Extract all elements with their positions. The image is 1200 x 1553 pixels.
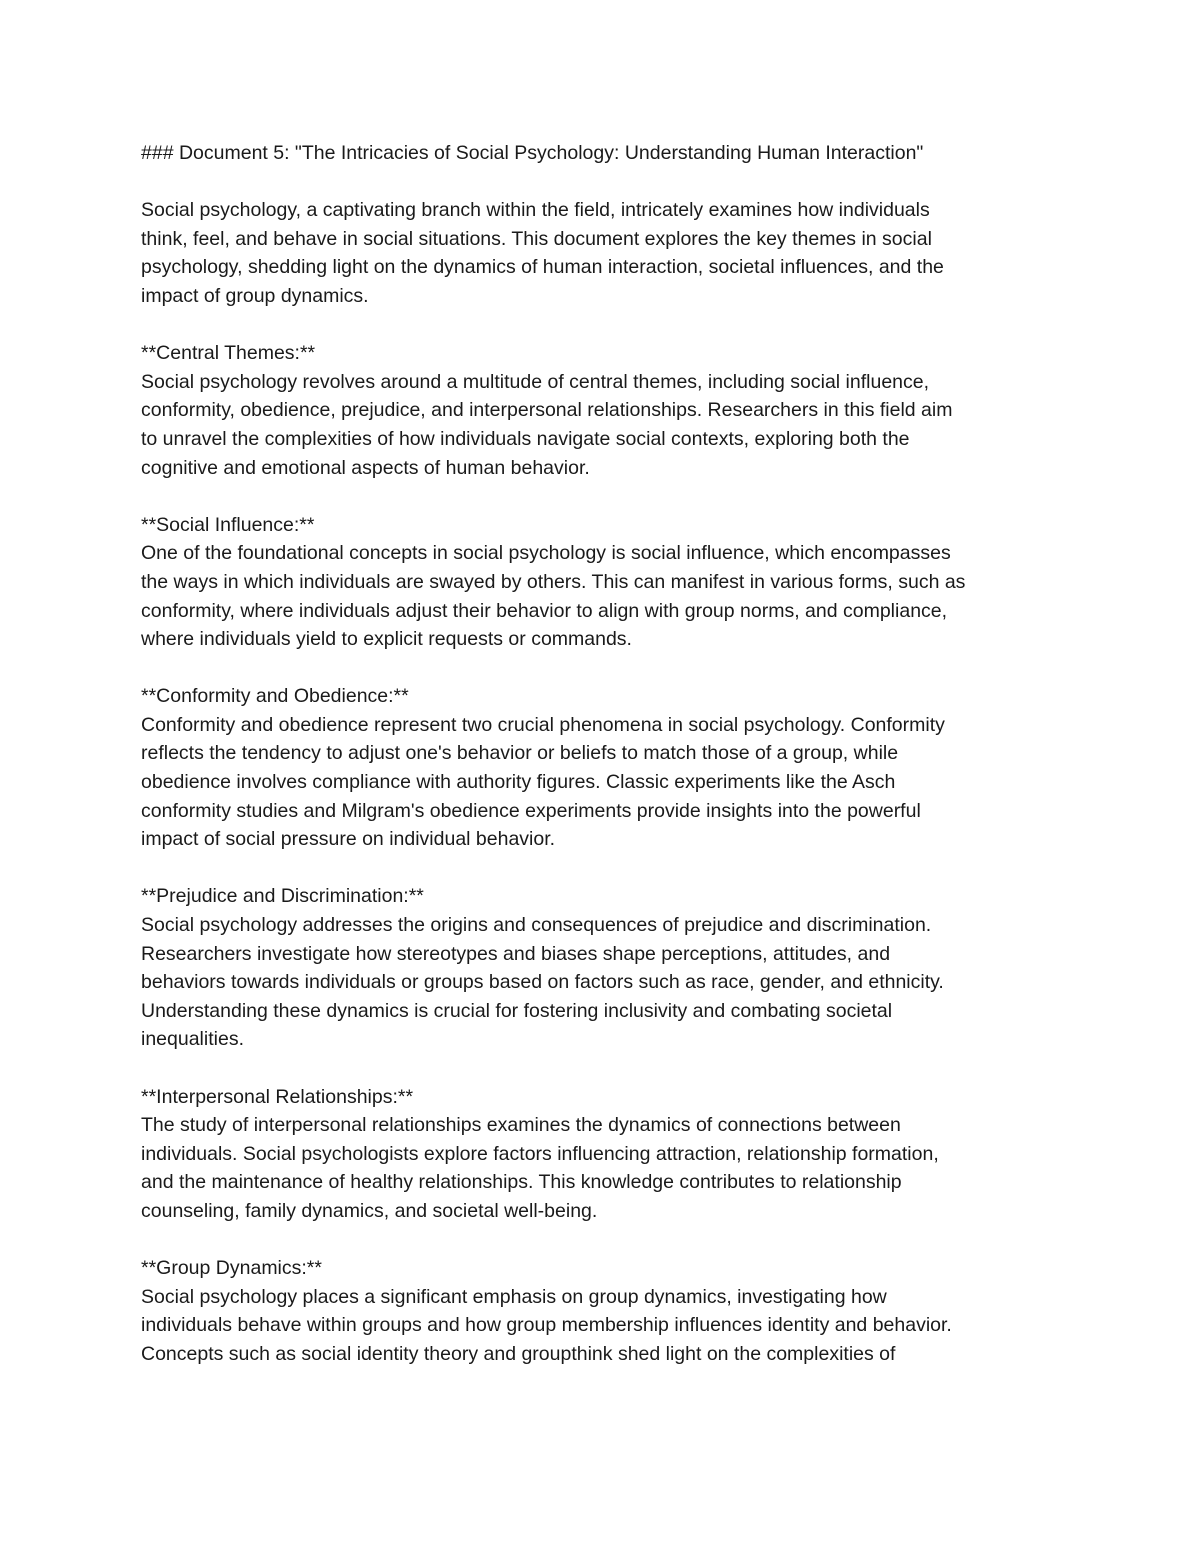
paragraph-line: Concepts such as social identity theory and groupthink shed light on the complexities of [141, 1342, 896, 1365]
paragraph-line: Conformity and obedience represent two crucial phenomena in social psychology. Conformity [141, 713, 945, 736]
intro-paragraph [141, 196, 1071, 310]
paragraph-line: Social psychology revolves around a multitude of central themes, including social influence, [141, 370, 930, 393]
section-group-dynamics [141, 1254, 1071, 1368]
paragraph-line: conformity, obedience, prejudice, and interpersonal relationships. Researchers in this field aim [141, 399, 953, 422]
section-heading: **Central Themes:** [141, 342, 316, 365]
paragraph-line: the ways in which individuals are swayed by others. This can manifest in various forms, such as [141, 570, 966, 593]
paragraph-line: One of the foundational concepts in social psychology is social influence, which encompasses [141, 542, 951, 565]
paragraph-line: obedience involves compliance with authority figures. Classic experiments like the Asch [141, 771, 896, 794]
paragraph-line: behaviors towards individuals or groups based on factors such as race, gender, and ethnicity. [141, 971, 944, 994]
paragraph-line: to unravel the complexities of how individuals navigate social contexts, exploring both the [141, 427, 910, 450]
paragraph-line: Understanding these dynamics is crucial for fostering inclusivity and combating societal [141, 999, 893, 1022]
section-heading: **Group Dynamics:** [141, 1257, 322, 1280]
paragraph-line: impact of social pressure on individual behavior. [141, 828, 556, 851]
paragraph-line: Social psychology addresses the origins and consequences of prejudice and discrimination. [141, 914, 932, 937]
paragraph-line: counseling, family dynamics, and societal well-being. [141, 1199, 598, 1222]
paragraph-line: inequalities. [141, 1028, 244, 1051]
section-prejudice-discrimination [141, 882, 1071, 1054]
paragraph-line: individuals. Social psychologists explore factors influencing attraction, relationship formation, [141, 1142, 939, 1165]
section-heading: **Interpersonal Relationships:** [141, 1085, 414, 1108]
section-conformity-obedience [141, 682, 1071, 854]
section-central-themes [141, 339, 1071, 482]
paragraph-line: conformity studies and Milgram's obedience experiments provide insights into the powerful [141, 799, 921, 822]
paragraph-line: The study of interpersonal relationships examines the dynamics of connections between [141, 1114, 901, 1137]
paragraph-line: where individuals yield to explicit requests or commands. [141, 628, 632, 651]
section-heading: **Conformity and Obedience:** [141, 685, 409, 708]
paragraph-line: think, feel, and behave in social situations. This document explores the key themes in social [141, 227, 932, 250]
paragraph-line: cognitive and emotional aspects of human behavior. [141, 456, 590, 479]
section-social-influence [141, 511, 1071, 654]
paragraph-line: reflects the tendency to adjust one's behavior or beliefs to match those of a group, while [141, 742, 899, 765]
paragraph-line: individuals behave within groups and how group membership influences identity and behavior. [141, 1314, 952, 1337]
paragraph-line: Social psychology, a captivating branch within the field, intricately examines how individuals [141, 199, 930, 222]
paragraph-line: and the maintenance of healthy relationships. This knowledge contributes to relationship [141, 1171, 902, 1194]
document-title: ### Document 5: "The Intricacies of Social Psychology: Understanding Human Interaction" [141, 142, 924, 164]
document-body [141, 139, 1071, 1397]
section-interpersonal-relationships [141, 1083, 1071, 1226]
paragraph-line: Social psychology places a significant emphasis on group dynamics, investigating how [141, 1285, 887, 1308]
section-heading: **Social Influence:** [141, 513, 315, 536]
paragraph-line: impact of group dynamics. [141, 284, 369, 307]
paragraph-line: conformity, where individuals adjust their behavior to align with group norms, and compliance, [141, 599, 948, 622]
paragraph-line: Researchers investigate how stereotypes and biases shape perceptions, attitudes, and [141, 942, 891, 965]
section-heading: **Prejudice and Discrimination:** [141, 885, 424, 908]
paragraph-line: psychology, shedding light on the dynamics of human interaction, societal influences, and the [141, 256, 944, 279]
